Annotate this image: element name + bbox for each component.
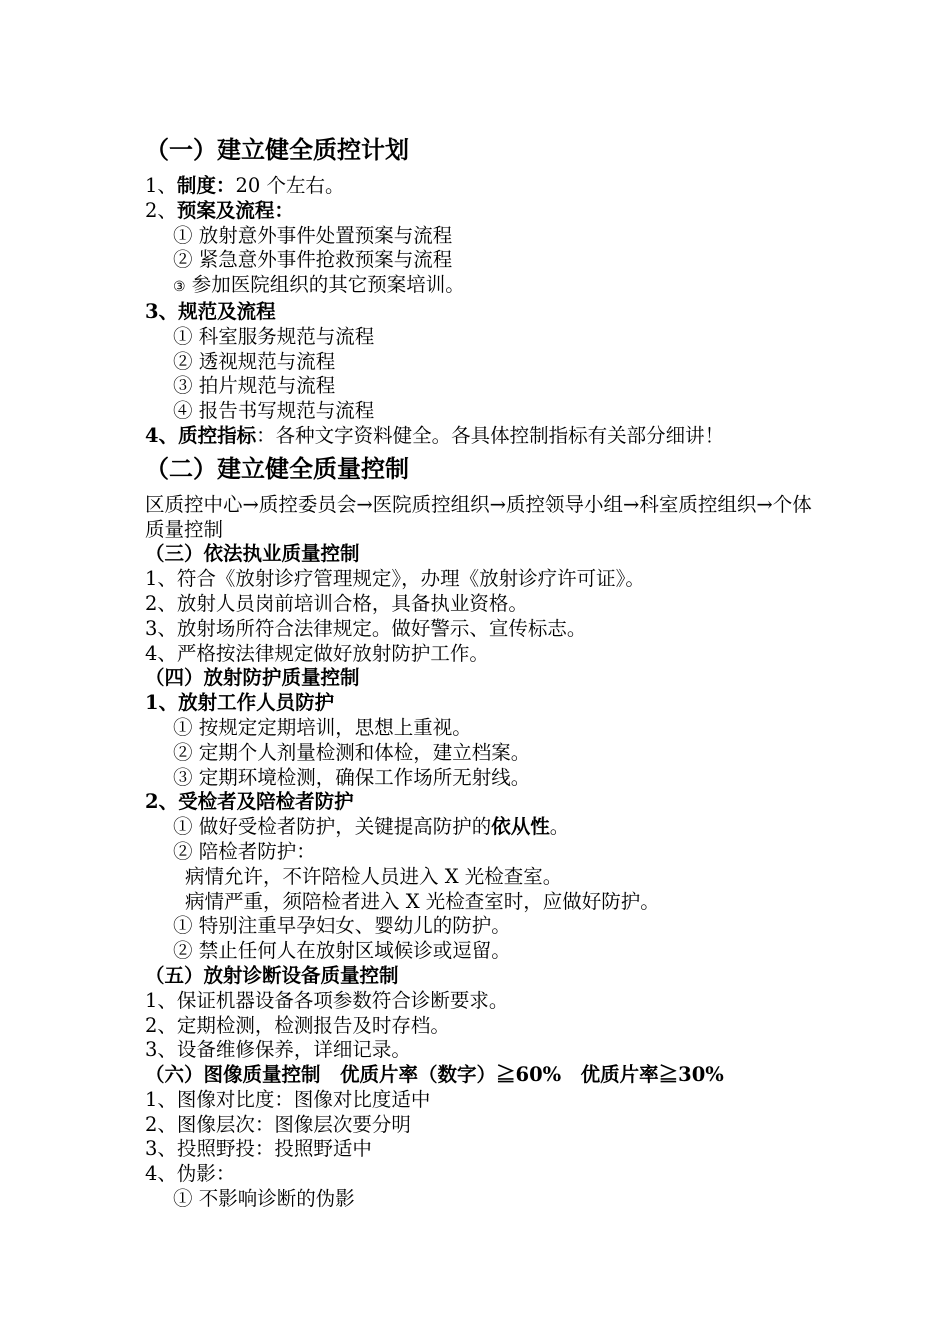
s1-l3-item-3: ③ 拍片规范与流程	[173, 374, 336, 398]
s1-line-4	[145, 424, 825, 449]
s1-l3-item-4: ④ 报告书写规范与流程	[173, 399, 375, 423]
s1-l1-bold: 制度：	[176, 174, 236, 197]
s4-sub2-item-1-suffix: 。	[549, 815, 570, 839]
s1-l4-bold: 4、质控指标	[145, 423, 257, 447]
s4-sub2-item-1-bold: 依从性	[491, 815, 550, 839]
s4-sub2-item-3: ① 特别注重早孕妇女、婴幼儿的防护。	[173, 914, 511, 938]
section-6-title: （六）图像质量控制 优质片率（数字）≧60% 优质片率≧30%	[145, 1063, 724, 1087]
s1-line-1	[145, 174, 825, 199]
s1-l3-item-1: ① 科室服务规范与流程	[173, 324, 375, 348]
s4-sub2-item-1	[145, 815, 825, 840]
s6-item-3: 3、投照野投：投照野适中	[145, 1137, 372, 1161]
s1-line-2	[145, 199, 825, 224]
s4-sub1-item-2: ② 定期个人剂量检测和体检，建立档案。	[173, 740, 531, 764]
s5-item-3: 3、设备维修保养，详细记录。	[145, 1038, 411, 1062]
s6-subitem-1: ① 不影响诊断的伪影	[173, 1187, 355, 1211]
s1-l2-item-1: ① 放射意外事件处置预案与流程	[173, 223, 453, 247]
s3-item-2: 2、放射人员岗前培训合格，具备执业资格。	[145, 591, 528, 615]
s1-l2-item-3	[145, 273, 825, 300]
s1-l3-item-2: ② 透视规范与流程	[173, 349, 336, 373]
s6-item-4: 4、伪影：	[145, 1162, 236, 1186]
s1-l2-item-3-text: 参加医院组织的其它预案培训。	[185, 273, 465, 297]
s3-item-1: 1、符合《放射诊疗管理规定》，办理《放射诊疗许可证》。	[145, 567, 645, 591]
document-content	[145, 132, 825, 1212]
s1-l2-item-2: ② 紧急意外事件抢救预案与流程	[173, 248, 453, 272]
s4-sub1-item-3: ③ 定期环境检测，确保工作场所无射线。	[173, 765, 531, 789]
s1-l4-rest: ：各种文字资料健全。各具体控制指标有关部分细讲！	[256, 423, 725, 447]
section-4-title: （四）放射防护质量控制	[145, 666, 360, 690]
s4-sub2-item-4: ② 禁止任何人在放射区域候诊或逗留。	[173, 939, 511, 963]
s3-item-4: 4、严格按法律规定做好放射防护工作。	[145, 641, 489, 665]
s1-l1-prefix: 1、	[145, 174, 177, 197]
section-2-body: 区质控中心→质控委员会→医院质控组织→质控领导小组→科室质控组织→个体质量控制	[145, 492, 812, 541]
s4-sub-2: 2、受检者及陪检者防护	[145, 790, 354, 814]
s4-sub1-item-1: ① 按规定定期培训，思想上重视。	[173, 715, 472, 739]
s4-sub2-subitem-2: 病情严重，须陪检者进入 X 光检查室时，应做好防护。	[185, 889, 660, 913]
s1-l2-bold: 预案及流程：	[176, 198, 294, 222]
s6-item-2: 2、图像层次：图像层次要分明	[145, 1112, 411, 1136]
section-3-title: （三）依法执业质量控制	[145, 542, 360, 566]
s4-sub2-item-2: ② 陪检者防护：	[173, 839, 316, 863]
s4-sub2-item-1-prefix: ① 做好受检者防护，关键提高防护的	[173, 815, 492, 839]
s4-sub-1: 1、放射工作人员防护	[145, 691, 335, 715]
s1-l2-item-3-mark: ③	[173, 279, 186, 296]
s6-item-1: 1、图像对比度：图像对比度适中	[145, 1087, 431, 1111]
s5-item-1: 1、保证机器设备各项参数符合诊断要求。	[145, 988, 509, 1012]
section-2-title: （二）建立健全质量控制	[145, 453, 409, 483]
section-5-title: （五）放射诊断设备质量控制	[145, 963, 399, 987]
s4-sub2-subitem-1: 病情允许，不许陪检人员进入 X 光检查室。	[185, 864, 563, 888]
s1-line-3: 3、规范及流程	[145, 299, 276, 323]
section-1-title: （一）建立健全质控计划	[145, 135, 409, 164]
s5-item-2: 2、定期检测，检测报告及时存档。	[145, 1013, 450, 1037]
s3-item-3: 3、放射场所符合法律规定。做好警示、宣传标志。	[145, 616, 587, 640]
s1-l1-rest: 20 个左右。	[235, 174, 345, 197]
s1-l2-prefix: 2、	[145, 198, 177, 222]
